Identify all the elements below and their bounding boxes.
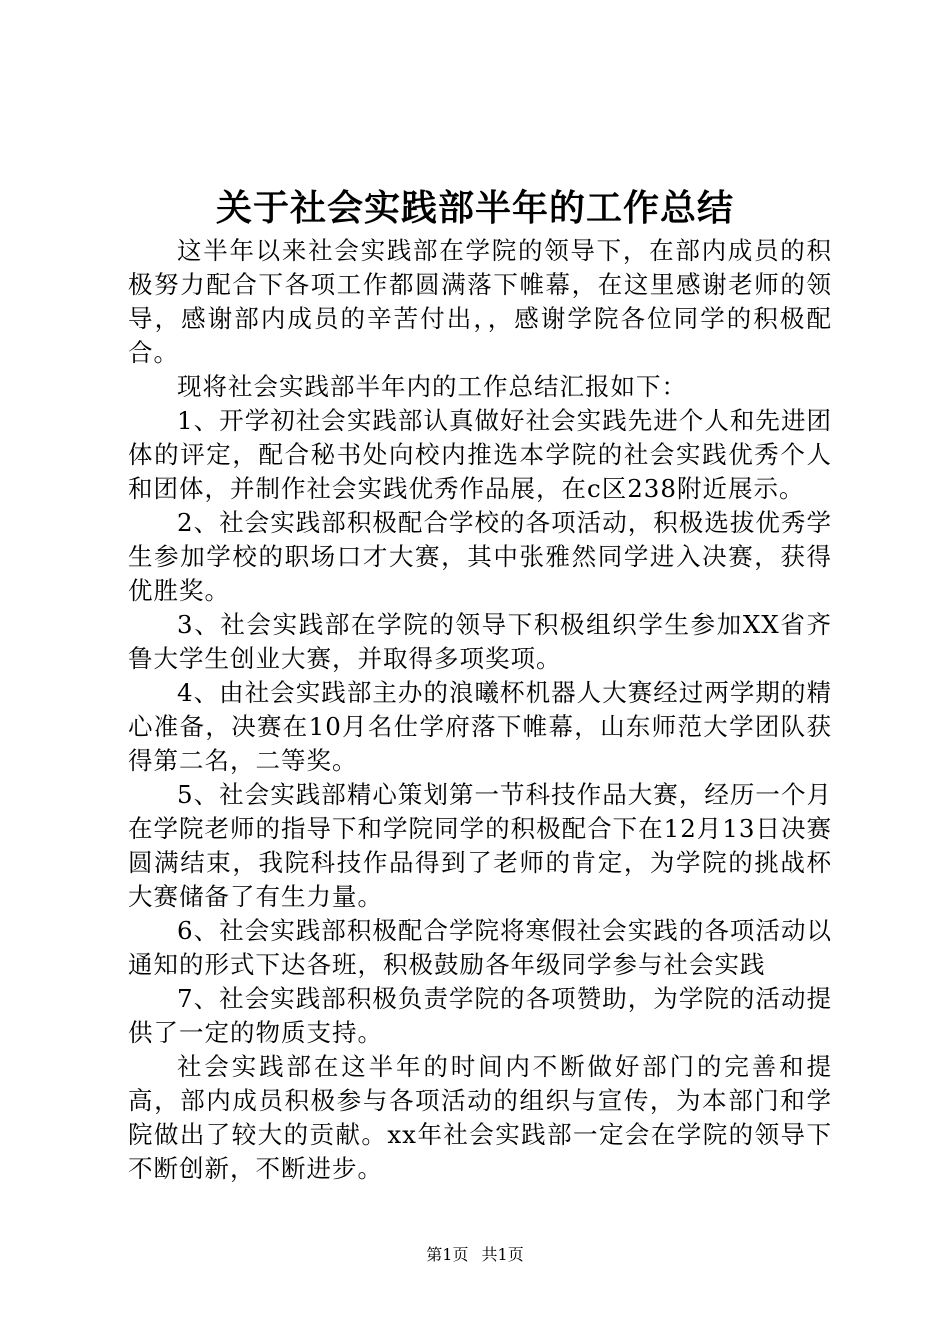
paragraph-intro: 这半年以来社会实践部在学院的领导下，在部内成员的积极努力配合下各项工作都圆满落下帷幕，在这里感谢老师的领导，感谢部内成员的辛苦付出，，感谢学院各位同学的积极配合。 <box>128 236 832 367</box>
paragraph-item-7: 7、社会实践部积极负责学院的各项赞助，为学院的活动提供了一定的物质支持。 <box>128 984 832 1047</box>
paragraph-item-1: 1、开学初社会实践部认真做好社会实践先进个人和先进团体的评定，配合秘书处向校内推选本学院的社会实践优秀个人和团体，并制作社会实践优秀作品展，在c区238附近展示。 <box>128 406 832 503</box>
paragraph-item-5: 5、社会实践部精心策划第一节科技作品大赛，经历一个月在学院老师的指导下和学院同学的积极配合下在12月13日决赛圆满结束，我院科技作品得到了老师的肯定，为学院的挑战杯大赛储备了有生力量。 <box>128 780 832 911</box>
paragraph-item-2: 2、社会实践部积极配合学校的各项活动，积极选拔优秀学生参加学校的职场口才大赛，其中张雅然同学进入决赛，获得优胜奖。 <box>128 508 832 605</box>
paragraph-item-4: 4、由社会实践部主办的浪曦杯机器人大赛经过两学期的精心准备，决赛在10月名仕学府落下帷幕，山东师范大学团队获得第二名，二等奖。 <box>128 678 832 775</box>
document-body <box>128 234 832 1186</box>
paragraph-item-3: 3、社会实践部在学院的领导下积极组织学生参加XX省齐鲁大学生创业大赛，并取得多项奖项。 <box>128 610 832 673</box>
document-title: 关于社会实践部半年的工作总结 <box>215 187 734 229</box>
page-number-total: 共1页 <box>481 1245 524 1264</box>
page-number-current: 第1页 <box>426 1245 469 1264</box>
page-footer <box>0 1244 950 1266</box>
paragraph-conclusion: 社会实践部在这半年的时间内不断做好部门的完善和提高，部内成员积极参与各项活动的组织与宣传，为本部门和学院做出了较大的贡献。xx年社会实践部一定会在学院的领导下不断创新，不断进步。 <box>128 1052 832 1183</box>
paragraph-item-6: 6、社会实践部积极配合学院将寒假社会实践的各项活动以通知的形式下达各班，积极鼓励各年级同学参与社会实践 <box>128 916 832 979</box>
paragraph-report-lead: 现将社会实践部半年内的工作总结汇报如下： <box>177 372 687 401</box>
